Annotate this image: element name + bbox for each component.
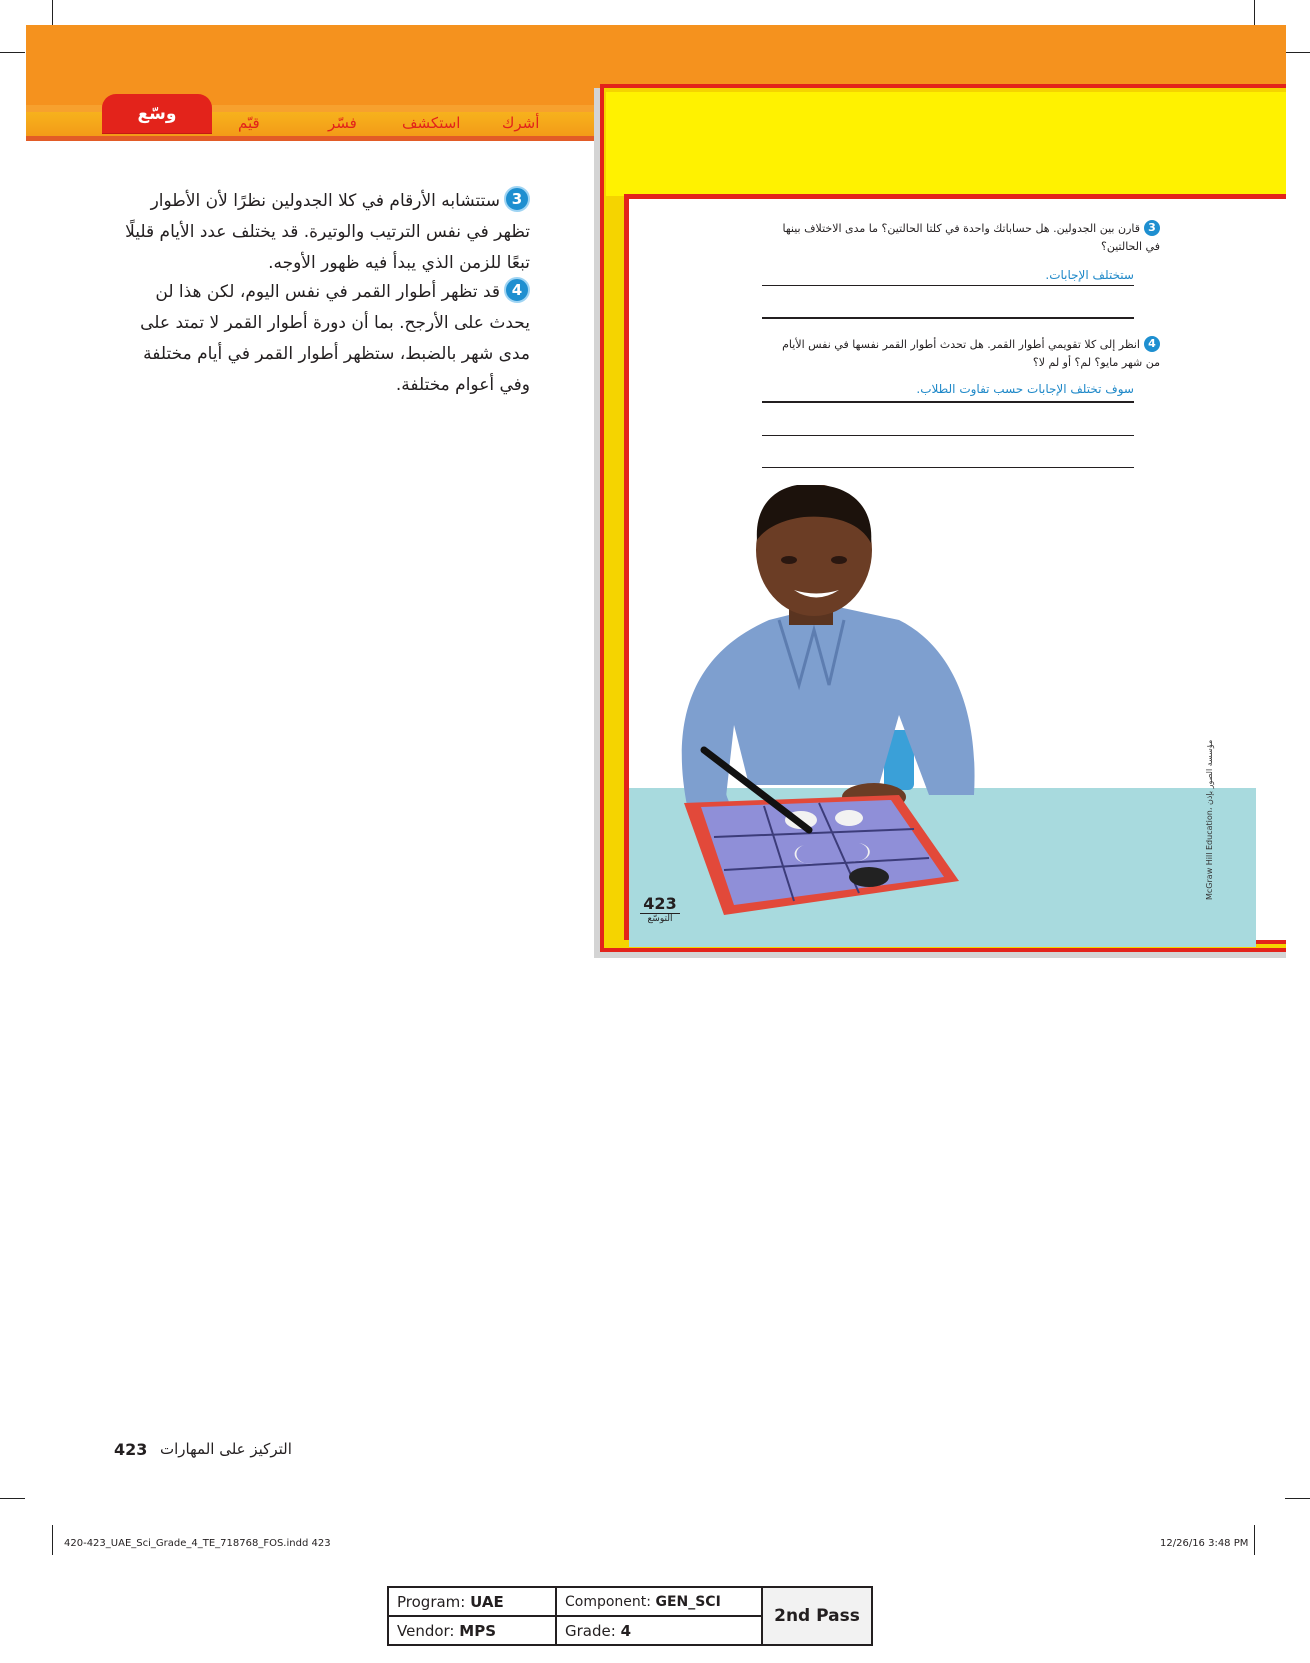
answer-number-badge: 4 (504, 277, 530, 303)
question-3-answer: ستختلف الإجابات. (1045, 268, 1134, 282)
program-cell: Program: UAE (388, 1587, 556, 1616)
student-page-label: التوسّع (647, 914, 673, 924)
crop-mark (0, 52, 25, 53)
vendor-cell: Vendor: MPS (388, 1616, 556, 1645)
nav-item-engage[interactable]: أشرك (502, 114, 540, 132)
grade-cell: Grade: 4 (556, 1616, 762, 1645)
job-info-table (387, 1586, 873, 1646)
answer-text: ستتشابه الأرقام في كلا الجدولين نظرًا لأن الأطوار تظهر في نفس الترتيب والوتيرة. قد يختلف عدد الأيام قليلًا تبعًا للزمن الذي يبدأ فيه ظهور الأوجه. (125, 191, 530, 273)
crop-mark (1285, 1498, 1310, 1499)
crop-mark (52, 1525, 53, 1555)
question-text: انظر إلى كلا تقويمي أطوار القمر. هل تحدث أطوار القمر نفسها في نفس الأيام من شهر مايو؟ لم؟ أو لم لا؟ (782, 338, 1160, 369)
component-cell: Component: GEN_SCI (556, 1587, 762, 1616)
question-number-badge: 4 (1144, 336, 1160, 352)
answer-line (762, 317, 1134, 319)
footer-label: التركيز على المهارات (160, 1440, 292, 1458)
answer-line (762, 401, 1134, 403)
header-divider (26, 138, 601, 141)
nav-item-explain[interactable]: فسّر (328, 114, 357, 132)
page-edge (1254, 940, 1286, 944)
teacher-answer-3 (120, 186, 530, 279)
question-4-prompt (780, 336, 1160, 372)
footer-page-number: 423 (114, 1440, 148, 1459)
crop-mark (1254, 0, 1255, 25)
nav-item-explore[interactable]: استكشف (402, 114, 461, 132)
student-page-banner (606, 92, 1286, 196)
student-photo (629, 485, 1256, 947)
answer-number-badge: 3 (504, 186, 530, 212)
question-number-badge: 3 (1144, 220, 1160, 236)
question-3-prompt (780, 220, 1160, 256)
answer-text: قد تظهر أطوار القمر في نفس اليوم، لكن هذا لن يحدث على الأرجح. بما أن دورة أطوار القمر لا تمتد على مدى شهر بالضبط، ستظهر أطوار القمر في أيام مختلفة وفي أعوام مختلفة. (140, 282, 530, 395)
teacher-answer-4 (120, 277, 530, 401)
answer-line (762, 467, 1134, 468)
crop-mark (0, 1498, 25, 1499)
crop-mark (52, 0, 53, 25)
question-text: قارن بين الجدولين. هل حساباتك واحدة في كلتا الحالتين؟ ما مدى الاختلاف بينها في الحالتين؟ (782, 222, 1160, 253)
date-slug: 12/26/16 3:48 PM (1160, 1538, 1249, 1549)
pass-status: 2nd Pass (762, 1587, 872, 1645)
file-slug: 420-423_UAE_Sci_Grade_4_TE_718768_FOS.indd 423 (64, 1538, 331, 1549)
student-page-number: 423 (640, 895, 680, 914)
answer-line (762, 285, 1134, 286)
answer-line (762, 435, 1134, 436)
crop-mark (1285, 52, 1310, 53)
shirt (682, 605, 975, 815)
photo-credit: McGraw Hill Education، مؤسسة الصور بإذن (1205, 739, 1214, 900)
nav-tab-active[interactable]: وسّع (102, 94, 212, 134)
question-4-answer: سوف تختلف الإجابات حسب تفاوت الطلاب. (916, 382, 1134, 396)
nav-item-evaluate[interactable]: قيّم (238, 114, 260, 132)
crop-mark (1254, 1525, 1255, 1555)
